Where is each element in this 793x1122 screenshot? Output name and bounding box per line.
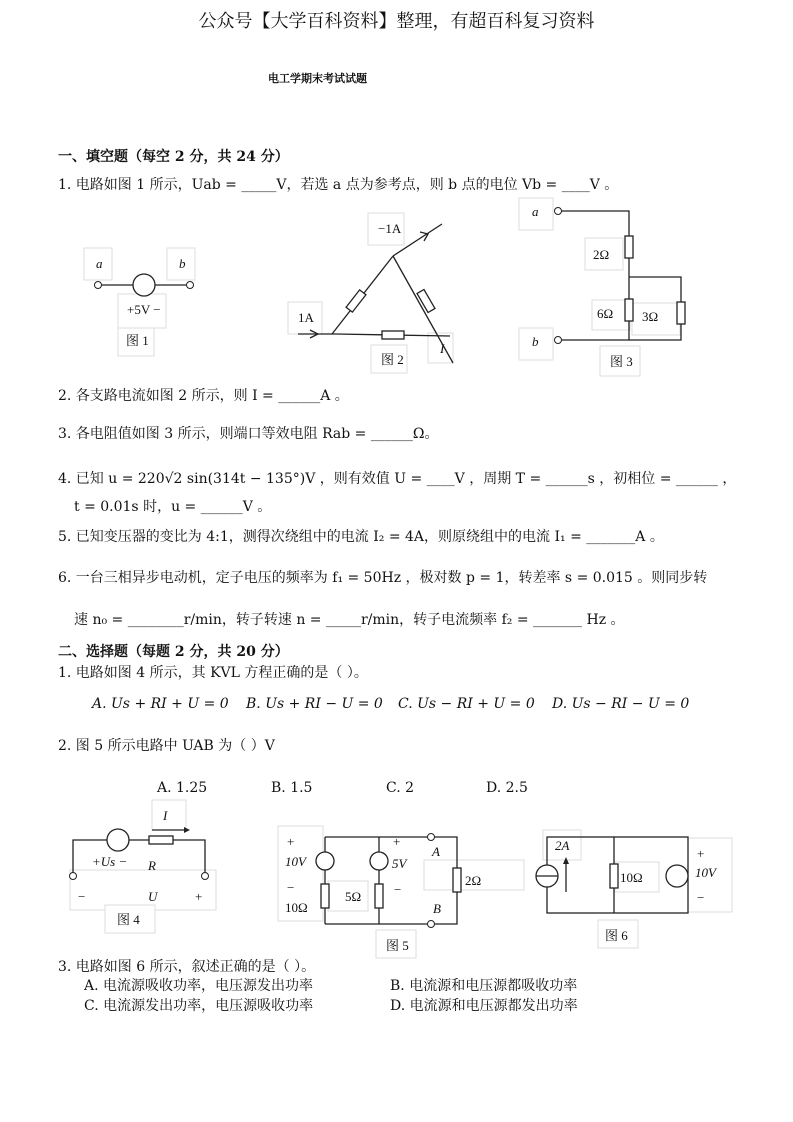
label-minus: − [78, 889, 86, 904]
label-b: b [179, 256, 186, 271]
figure-5-caption: 图 5 [386, 938, 409, 953]
s2-q2-option-a: A. 1.25 [157, 780, 208, 796]
s1-question-6-cont: 速 n₀ = ________r/min，转子转速 n = _____r/min，转子电流频率 f₂ = _______ Hz 。 [74, 612, 625, 628]
exam-title: 电工学期末考试试题 [268, 72, 367, 85]
s2-q3-option-d: D. 电流源和电压源都发出功率 [390, 998, 578, 1014]
label-plus: + [195, 889, 203, 904]
page-header: 公众号【大学百科资料】整理，有超百科复习资料 [198, 11, 595, 32]
s2-question-1: 1. 电路如图 4 所示，其 KVL 方程正确的是（ ）。 [58, 665, 368, 681]
s2-q1-option-a: A. Us + RI + U = 0 [92, 696, 229, 712]
figure-6 [536, 830, 732, 948]
label-in-current: 1A [298, 310, 314, 325]
section2-heading: 二、选择题（每题 2 分，共 20 分） [58, 644, 289, 660]
label-us: +Us − [92, 854, 128, 869]
s1-question-4-cont: t = 0.01s 时，u = ______V 。 [74, 499, 272, 515]
section1-heading: 一、填空题（每空 2 分，共 24 分） [58, 149, 289, 165]
circuit-label: − [394, 882, 402, 897]
circuit-label: − [287, 880, 295, 895]
figure-3 [519, 198, 685, 376]
voltage-source-icon [133, 274, 155, 296]
label-a: a [96, 256, 103, 271]
s2-q2-option-c: C. 2 [386, 780, 415, 796]
figure-6-caption: 图 6 [605, 928, 628, 943]
label-r1: 2Ω [593, 247, 610, 262]
label-10v: 10V [695, 865, 716, 880]
label-r3: 3Ω [642, 309, 659, 324]
label-a: a [532, 204, 539, 219]
label-10ohm: 10Ω [620, 870, 643, 885]
label-10v: 10V [285, 854, 306, 869]
circuit-label: + [287, 834, 295, 849]
terminal-a [95, 282, 102, 289]
circuit-label: + [697, 846, 705, 861]
s1-question-6: 6. 一台三相异步电动机，定子电压的频率为 f₁ = 50Hz ，极对数 p = 1，转差率 s = 0.015 。则同步转 [58, 570, 708, 586]
label-top-current: −1A [378, 221, 402, 236]
s2-q2-option-d: D. 2.5 [486, 780, 528, 796]
s2-question-3: 3. 电路如图 6 所示，叙述正确的是（ ）。 [58, 959, 316, 975]
circuit-label: − [697, 890, 705, 905]
label-i: I [163, 808, 168, 823]
s2-q1-option-c: C. Us − RI + U = 0 [398, 696, 535, 712]
s1-question-5: 5. 已知变压器的变比为 4:1，测得次绕组中的电流 I₂ = 4A，则原绕组中的电流 I₁ = _______A 。 [58, 529, 664, 545]
s2-q3-option-a: A. 电流源吸收功率，电压源发出功率 [84, 978, 314, 994]
s2-q1-option-d: D. Us − RI − U = 0 [552, 696, 690, 712]
figure-5 [278, 826, 524, 958]
s2-q3-option-b: B. 电流源和电压源都吸收功率 [390, 978, 578, 994]
label-2ohm: 2Ω [465, 873, 482, 888]
s1-question-1: 1. 电路如图 1 所示，Uab = _____V，若选 a 点为参考点，则 b 点的电位 Vb = ____V 。 [58, 177, 619, 193]
circuit-label: + [393, 834, 401, 849]
terminal-b [187, 282, 194, 289]
figure-4 [70, 800, 217, 933]
label-b: B [433, 901, 441, 916]
figure-1 [84, 248, 195, 356]
label-r2: 6Ω [597, 306, 614, 321]
label-5ohm: 5Ω [345, 889, 362, 904]
figure-1-caption: 图 1 [126, 333, 149, 348]
s2-q3-option-c: C. 电流源发出功率，电压源吸收功率 [84, 998, 314, 1014]
figure-3-caption: 图 3 [610, 354, 633, 369]
s1-question-3: 3. 各电阻值如图 3 所示，则端口等效电阻 Rab = ______Ω。 [58, 426, 439, 442]
s2-q1-option-b: B. Us + RI − U = 0 [246, 696, 383, 712]
figure-2-caption: 图 2 [381, 352, 404, 367]
label-r: R [148, 858, 156, 873]
s1-question-2: 2. 各支路电流如图 2 所示，则 I = ______A 。 [58, 388, 349, 404]
label-u: U [148, 889, 158, 904]
label-5v: 5V [392, 856, 407, 871]
figure-2 [288, 213, 453, 373]
s1-question-4: 4. 已知 u = 220√2 sin(314t − 135°)V ，则有效值 U = ____V ，周期 T = ______s ，初相位 = ______ ， [58, 471, 737, 487]
figure-4-caption: 图 4 [117, 912, 140, 927]
s2-q2-option-b: B. 1.5 [271, 780, 313, 796]
label-10ohm: 10Ω [285, 900, 308, 915]
label-2a: 2A [555, 838, 570, 853]
s2-question-2: 2. 图 5 所示电路中 UAB 为（ ）V [58, 738, 275, 754]
label-source: +5V − [127, 302, 161, 317]
label-b: b [532, 334, 539, 349]
label-i: I [440, 341, 445, 356]
label-a: A [432, 844, 440, 859]
